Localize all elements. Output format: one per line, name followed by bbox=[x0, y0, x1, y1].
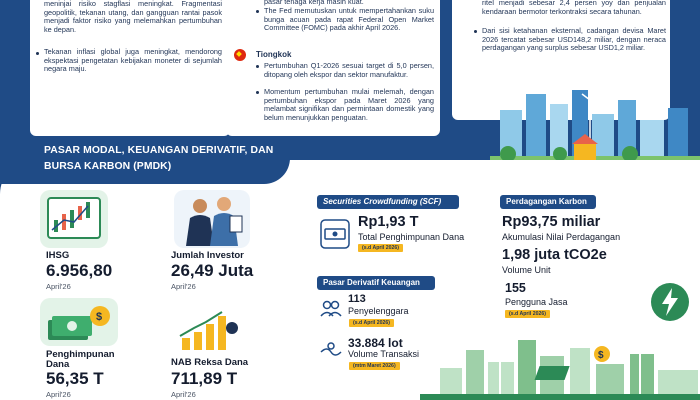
ihsg-date: April'26 bbox=[46, 282, 71, 291]
retail-text: riteI menjadi sebesar 2,4 persen yoy dan penjualan kendaraan bermotor terkontraksi secara tahunan. bbox=[482, 0, 666, 16]
karbon-value-2: 1,98 juta tCO2e bbox=[502, 247, 607, 263]
svg-text:$: $ bbox=[598, 350, 604, 361]
scf-date-tag: (s.d April 2026) bbox=[358, 244, 403, 252]
scf-title: Securities Crowdfunding (SCF) bbox=[317, 195, 459, 209]
scf-value: Rp1,93 T bbox=[358, 214, 419, 230]
inflation-text: Tekanan inflasi global juga meningkat, mendorong ekspektasi pengetatan kebijakan moneter di sejumlah negara maju. bbox=[44, 47, 222, 74]
penghimpunan-value: 56,35 T bbox=[46, 369, 104, 388]
scf-label: Total Penghimpunan Dana bbox=[358, 232, 465, 242]
penyelenggara-tag: (s.d April 2026) bbox=[349, 319, 394, 327]
penyelenggara-value: 113 bbox=[348, 293, 366, 305]
reksa-value: 711,89 T bbox=[171, 369, 238, 388]
volume-tag: (mtm Maret 2026) bbox=[349, 362, 400, 370]
volume-value: 33.884 lot bbox=[348, 336, 403, 350]
penyelenggara-label: Penyelenggara bbox=[348, 306, 409, 316]
green-energy-illustration bbox=[420, 310, 700, 400]
mutual-fund-icon bbox=[176, 308, 242, 352]
karbon-label-2: Volume Unit bbox=[502, 265, 551, 275]
penghimpunan-date: April'26 bbox=[46, 390, 71, 399]
green-city-illustration bbox=[490, 80, 700, 172]
ihsg-value: 6.956,80 bbox=[46, 261, 113, 280]
users-icon bbox=[319, 296, 343, 320]
us-china-card bbox=[226, 0, 440, 136]
country-heading: Tiongkok bbox=[256, 50, 292, 59]
bullet bbox=[256, 91, 259, 94]
karbon-label-3: Pengguna Jasa bbox=[505, 297, 568, 307]
investor-label: Jumlah Investor bbox=[171, 250, 244, 261]
fed-text: The Fed memutuskan untuk mempertahankan suku bunga acuan pada rapat Federal Open Market Committee (FOMC) pada akhir April 2026. bbox=[264, 6, 434, 33]
stock-chart-icon bbox=[40, 190, 108, 248]
reserves-text: Dari sisi ketahanan eksternal, cadangan devisa Maret 2026 tercatat sebesar USD148,2 miliar, dengan neraca perdagangan yang surplus sebesar USD1,2 miliar. bbox=[482, 26, 666, 53]
karbon-title: Perdagangan Karbon bbox=[500, 195, 596, 209]
section-title: PASAR MODAL, KEUANGAN DERIVATIF, DAN BURSA KARBON (PMDK) bbox=[44, 145, 274, 172]
ihsg-label: IHSG bbox=[46, 250, 70, 261]
bullet bbox=[256, 10, 259, 13]
bullet bbox=[474, 30, 477, 33]
karbon-tag-3: (s.d April 2026) bbox=[505, 310, 550, 318]
labor-market-text: pasar tenaga kerja masih kuat. bbox=[264, 0, 364, 6]
transaction-hands-icon bbox=[319, 338, 343, 362]
svg-text:$: $ bbox=[96, 311, 103, 323]
china-momentum-text: Momentum pertumbuhan mulai melemah, dengan pertumbuhan ekspor pada Maret 2026 yang melambat signifikan dan permintaan domestik yang belum menunjukkan penguatan. bbox=[264, 87, 434, 122]
volume-label: Volume Transaksi bbox=[348, 349, 420, 359]
investor-value: 26,49 Juta bbox=[171, 261, 254, 280]
reksa-date: April'26 bbox=[171, 390, 196, 399]
bullet bbox=[36, 52, 39, 55]
money-stack-icon bbox=[40, 298, 118, 346]
china-flag-icon bbox=[234, 49, 246, 61]
china-growth-text: Pertumbuhan Q1-2026 sesuai target di 5,0 persen, ditopang oleh ekspor dan sektor manufaktur. bbox=[264, 61, 434, 79]
karbon-value-1: Rp93,75 miliar bbox=[502, 214, 601, 230]
investor-date: April'26 bbox=[171, 282, 196, 291]
bullet bbox=[256, 65, 259, 68]
karbon-label-1: Akumulasi Nilai Perdagangan bbox=[502, 232, 621, 242]
investors-icon bbox=[174, 190, 250, 248]
global-risk-text: meninjai risiko stagflasi meningkat. Fragmentasi geopolitik, tekanan utang, dan gangguan rantai pasok menjadi faktor risiko yang melemahkan pertumbuhan ke depan. bbox=[44, 0, 222, 34]
reksa-label: NAB Reksa Dana bbox=[171, 357, 249, 368]
cash-icon bbox=[319, 218, 351, 250]
karbon-value-3: 155 bbox=[505, 281, 526, 295]
penghimpunan-label: Penghimpunan Dana bbox=[46, 349, 115, 370]
derivatif-title: Pasar Derivatif Keuangan bbox=[317, 276, 435, 290]
global-economy-card bbox=[30, 0, 230, 136]
